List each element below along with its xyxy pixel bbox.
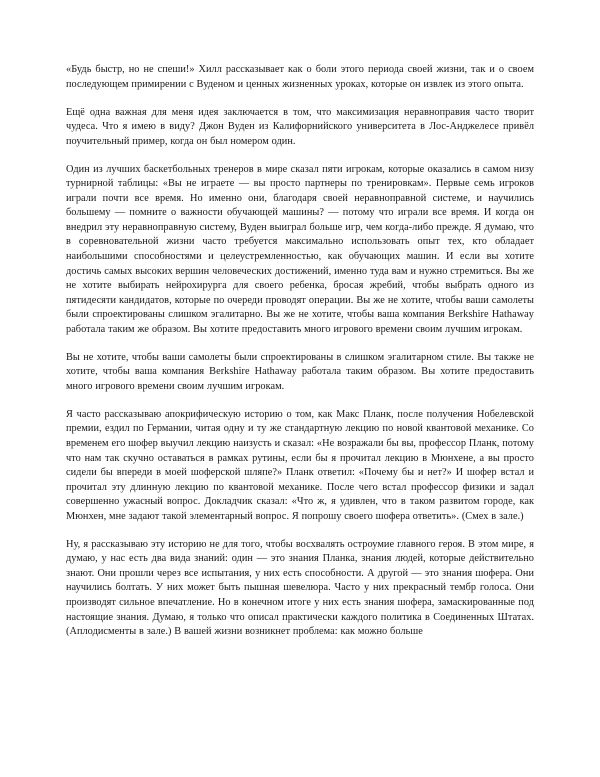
paragraph: Ещё одна важная для меня идея заключается в том, что максимизация неравноправия часто творит чудеса. Что я имею в виду? Джон Вуден из Калифорнийского университета в Лос-Анджелесе привёл поучительный пример, когда он был номером один. xyxy=(66,106,534,147)
body-text-column xyxy=(66,63,534,640)
paragraph: Я часто рассказываю апокрифическую историю о том, как Макс Планк, после получения Нобелевской премии, ездил по Германии, читая одну и ту же стандартную лекцию по новой квантовой механике. Со временем его шофер выучил лекцию наизусть и сказал: «Не возражали бы вы, профессор Планк, потому что нам так скучно оставаться в рамках рутины, если бы я прочитал лекцию в Мюнхене, а вы просто сидели бы впереди в моей шоферской шляпе?» Планк ответил: «Почему бы и нет?» И шофер встал и прочитал эту длинную лекцию по квантовой механике. После чего встал профессор физики и задал совершенно ужасный вопрос. Докладчик сказал: «Что ж, я удивлен, что в таком развитом городе, как Мюнхен, мне задают такой элементарный вопрос. Я попрошу своего шофера ответить». (Смех в зале.) xyxy=(66,408,534,522)
paragraph: «Будь быстр, но не спеши!» Хилл рассказывает как о боли этого периода своей жизни, так и о своем последующем примирении с Вуденом и ценных жизненных уроках, которые он извлек из этого опыта. xyxy=(66,64,534,90)
paragraph: Ну, я рассказываю эту историю не для того, чтобы восхвалять остроумие главного героя. В этом мире, я думаю, у нас есть два вида знаний: один — это знания Планка, знания людей, которые действительно знают. Они прошли через все испытания, у них есть способности. А другой — это знания шофера. Они научились болтать. У них может быть пышная шевелюра. Часто у них прекрасный тембр голоса. Они производят сильное впечатление. Но в конечном итоге у них есть знания шофера, замаскированные под настоящие знания. Думаю, я только что описал практически каждого политика в Соединенных Штатах. (Аплодисменты в зале.) В вашей жизни возникнет проблема: как можно больше xyxy=(66,538,534,638)
paragraph: Вы не хотите, чтобы ваши самолеты были спроектированы в слишком эгалитарном стиле. Вы также не хотите, чтобы ваша компания Berkshire Hathaway работала таким образом. Вы хотите предоставить много игрового времени своим лучшим игрокам. xyxy=(66,351,534,392)
paragraph: Один из лучших баскетбольных тренеров в мире сказал пяти игрокам, которые оказались в самом низу турнирной таблицы: «Вы не играете — вы просто партнеры по тренировкам». Первые семь игроков играли почти все время. Но именно они, благодаря своей неравноправной системе, и научились большему — помните о важности обучающей машины? — потому что играли все время. И когда он внедрил эту неравноправную систему, Вуден выиграл больше игр, чем когда-либо прежде. Я думаю, что в соревновательной жизни часто требуется максимально использовать опыт тех, кто обладает наибольшими способностями и целеустремленностью, как обучающих машин. И если вы хотите достичь самых высоких вершин человеческих достижений, именно туда вам и нужно стремиться. Вы же не хотите выбирать нейрохирурга для своего ребенка, бросая жребий, чтобы выбрать одного из пятидесяти кандидатов, которые по очереди проводят операции. Вы же не хотите, чтобы ваши самолеты были спроектированы слишком эгалитарно. Вы же не хотите, чтобы ваша компания Berkshire Hathaway работала таким же образом. Вы хотите предоставить много игрового времени своим лучшим игрокам. xyxy=(66,163,534,335)
